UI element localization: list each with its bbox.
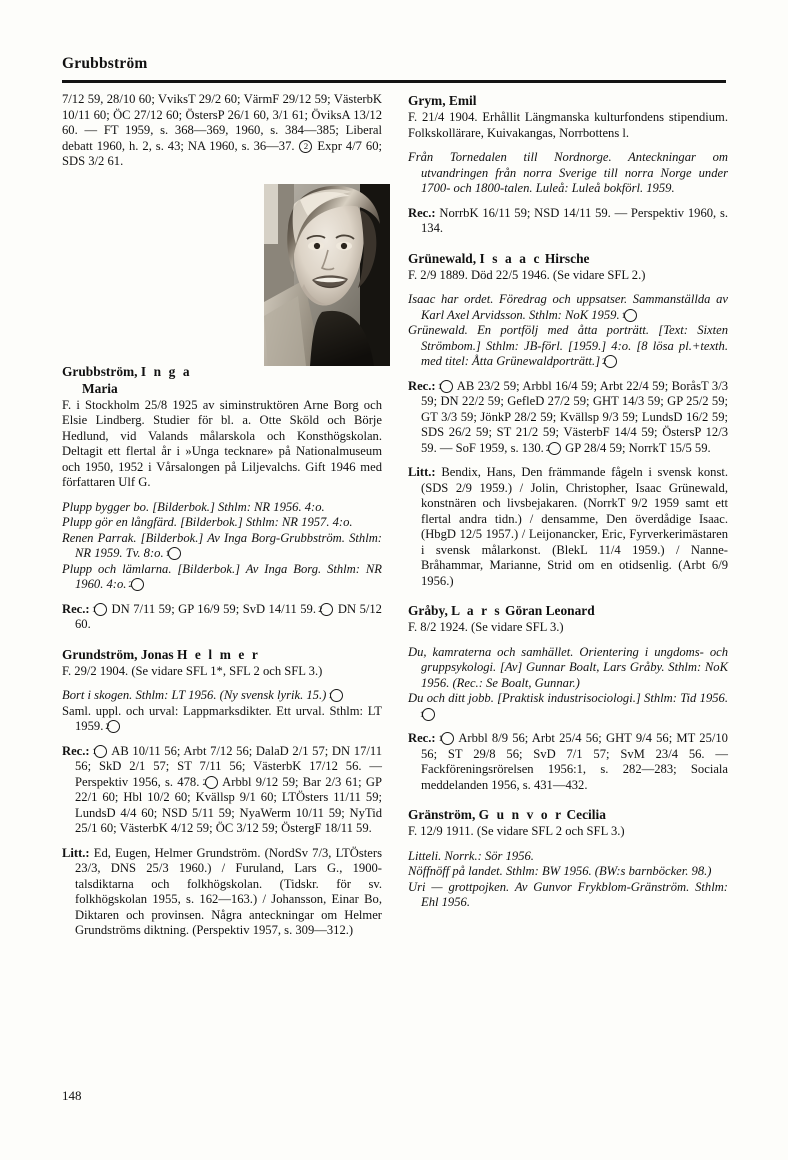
reviews-paragraph [62, 602, 382, 633]
entry-name-spaced: L a r s [451, 603, 502, 618]
entry-name-tail: Cecilia [563, 807, 606, 822]
biography-paragraph: F. 8/2 1924. (Se vidare SFL 3.) [408, 620, 564, 634]
work-title: Du, kamraterna och samhället. Orientering i ungdoms- och gruppsykologi. [Av] Gunnar Boalt, Lars Gråby. Sthlm: NoK 1956. (Rec.: Se Boalt, Gunnar.) [408, 644, 728, 690]
literature-label: Litt.: [408, 465, 436, 479]
work-item [62, 500, 382, 516]
work-item [408, 864, 728, 880]
continued-references: 7/12 59, 28/10 60; VviksT 29/2 60; VärmF 29/12 59; VästerbK 10/11 60; ÖC 27/12 60; ÖstersP 26/1 60, 3/1 61; ÖviksA 13/12 60. — FT 1959, s. 368—369, 1960, s. 384—385; Liberal debatt 1960, h. 2, s. 43; NA 1960, s. 36—37. 2 Expr 4/7 60; SDS 3/2 61. [62, 92, 382, 168]
circled-number-marker: 2 [107, 720, 120, 733]
circled-number-marker: 2 [548, 442, 561, 455]
reviews-paragraph [408, 731, 728, 793]
biography-paragraph: F. 12/9 1911. (Se vidare SFL 2 och SFL 3.) [408, 824, 625, 838]
reviews-text: NorrbK 16/11 59; NSD 14/11 59. — Perspektiv 1960, s. 134. [421, 205, 728, 235]
biography-paragraph: F. 2/9 1889. Död 22/5 1946. (Se vidare SFL 2.) [408, 267, 646, 282]
entry-name: Gråby, [408, 603, 452, 618]
entry-heading-grunewald-isaac [408, 250, 728, 267]
literature-paragraph [408, 465, 728, 589]
literature-text: Bendix, Hans, Den främmande fågeln i svensk konst. (SDS 2/9 1959.) / Jolin, Christopher, Isaac Grünewald, konstnären och livsbejakaren. (NorrkT 9/2 1959 samt ett flertal andra tidn.) / densamme, Den överdådige Isaac. (HbgD 12/5 1957.) / Leijonancker, Eric, Fyrverkerimästaren i svensk målarkonst. (BlekL 11/4 1959.) / Nanne-Bråhammar, Marianne, Strid om en otidsenlig. (Arbt 6/9 1956.) [421, 465, 729, 588]
running-head: Grubbström [62, 55, 148, 72]
work-item [408, 691, 728, 722]
circled-number-marker: 1 [94, 603, 107, 616]
work-title: Renen Parrak. [Bilderbok.] Av Inga Borg-Grubbström. Sthlm: NR 1959. Tv. 8:o. 1 [62, 530, 382, 560]
two-column-body [62, 92, 728, 939]
work-title: Grünewald. En portfölj med åtta porträtt. [Text: Sixten Strömbom.] Sthlm: JB-förl. [1959.] 4:o. [8 lösa pl.+texth. med titel: Åtta Grünewaldporträtt.] 2 [408, 323, 728, 368]
circled-number-marker: 2 [604, 355, 617, 368]
work-title: Plupp bygger bo. [Bilderbok.] Sthlm: NR 1956. 4:o. [62, 499, 325, 514]
reviews-label: Rec.: [408, 378, 436, 393]
right-column [408, 92, 728, 939]
work-title: Plupp och lämlarna. [Bilderbok.] Av Inga Borg. Sthlm: NR 1960. 4:o. 2 [62, 561, 382, 591]
work-item [62, 515, 382, 531]
entry-name-plain: Jonas [140, 646, 177, 662]
work-item [408, 292, 728, 323]
entry-name: Grym, Emil [408, 93, 477, 108]
work-title: Du och ditt jobb. [Praktisk industrisociologi.] Sthlm: Tid 1956. 1 [408, 691, 728, 719]
biography-paragraph: F. 21/4 1904. Erhållit Längmanska kulturfondens stipendium. Folkskollärare, Kuivakangas, Norrbottens l. [408, 110, 728, 140]
work-title: Saml. uppl. och urval: Lappmarksdikter. Ett urval. Sthlm: LT 1959. 2 [62, 703, 382, 733]
entry-heading-grundstrom-helmer [62, 646, 382, 663]
reviews-paragraph [62, 744, 382, 837]
entry-name: Grundström, [62, 646, 141, 662]
reviews-text: 1 AB 10/11 56; Arbt 7/12 56; DalaD 2/1 57; DN 17/11 56; SkD 2/1 57; ST 7/11 56; VästerbK 17/12 56. — Perspektiv 1956, s. 478. 2 Arbbl 9/12 59; Bar 2/3 61; GP 22/1 60; Hbl 10/2 60; Kvällsp 9/1 60; LTÖsters 11/11 59; LundsD 4/4 60; NSD 5/11 59; NyaWerm 10/11 59; NyTid 25/1 60; VästerbK 4/12 59; ÖC 3/12 59; ÖstergF 18/11 59. [75, 743, 383, 835]
work-title: Bort i skogen. Sthlm: LT 1956. (Ny svensk lyrik. 15.) 1 [62, 688, 344, 702]
circled-number-marker: 1 [624, 309, 637, 322]
work-item [408, 150, 728, 197]
work-item [62, 562, 382, 593]
entry-name-spaced: G u n v o r [478, 807, 564, 822]
entry-name-spaced: I s a a c [479, 250, 542, 266]
header-rule [62, 80, 726, 83]
circled-number-marker: 2 [299, 140, 312, 153]
circled-number-marker: 1 [441, 732, 454, 745]
work-item [62, 531, 382, 562]
literature-paragraph [62, 846, 382, 939]
literature-text: Ed, Eugen, Helmer Grundström. (NordSv 7/3, LTÖsters 23/3, DNS 25/3 1960.) / Furuland, Lars G., 1900-talsdiktarna och folkhögskolan. (Tidskr. för sv. folkhögskolan 1955, s. 162—163.) / Johansson, Einar Bo, Diktaren och provinsen. Några anteckningar om Helmer Grundströms diktning. (Perspektiv 1957, s. 309—312.) [75, 845, 382, 937]
work-item [62, 704, 382, 735]
work-title: Litteli. Norrk.: Sör 1956. [408, 848, 534, 863]
reviews-label: Rec.: [62, 743, 90, 758]
work-title: Från Tornedalen till Nordnorge. Anteckningar om utvandringen från norra Sverige till norra Norge under 1700- och 1800-talen. Luleå: Luleå bokförl. 1959. [408, 150, 728, 195]
entry-name-spaced: H e l m e r [176, 646, 260, 662]
work-item [408, 645, 728, 692]
entry-name: Grubbström, [62, 363, 141, 379]
circled-number-marker: 2 [205, 776, 218, 789]
circled-number-marker: 1 [330, 689, 343, 702]
biography-paragraph: F. 29/2 1904. (Se vidare SFL 1*, SFL 2 och SFL 3.) [62, 663, 323, 678]
entry-heading-granstrom-gunvor [408, 806, 728, 823]
entry-name: Gränström, [408, 807, 479, 822]
circled-number-marker: 2 [320, 603, 333, 616]
reviews-paragraph [408, 379, 728, 457]
entry-name-tail: Göran Leonard [501, 603, 595, 618]
literature-label: Litt.: [62, 845, 90, 860]
reviews-label: Rec.: [62, 601, 90, 616]
entry-name-tail: Hirsche [541, 250, 590, 266]
circled-number-marker: 1 [168, 547, 181, 560]
reviews-paragraph [408, 206, 728, 237]
entry-name-spaced: I n g a [140, 363, 192, 379]
work-item [408, 849, 728, 865]
circled-number-marker: 1 [422, 708, 435, 721]
biography-paragraph: F. i Stockholm 25/8 1925 av siminstruktören Arne Borg och Elsie Lindberg. Studier för bl. a. Otte Sköld och Börje Hedlund, vid Valands målarskola och Konsthögskolan. Deltagit ett flertal år i »Unga tecknare» på Nationalmuseum och 1950, 1952 i Vårsalongen på Liljevalchs. Gift 1946 med författaren Ulf G. [62, 397, 382, 489]
reviews-text: 1 Arbbl 8/9 56; Arbt 25/4 56; GHT 9/4 56; MT 25/10 56; ST 29/8 56; SvD 7/1 57; SvM 23/4 56. — Fackföreningsrörelsen 1956:1, s. 282—283; Sociala meddelanden 1956, s. 431—432. [421, 731, 728, 792]
entry-name-line2: Maria [82, 380, 118, 396]
entry-name: Grünewald, [408, 250, 480, 266]
entry-heading-grubbstrom-inga [62, 363, 382, 397]
entry-heading-grym-emil [408, 92, 728, 109]
circled-number-marker: 2 [131, 578, 144, 591]
entry-heading-graby-lars [408, 602, 728, 619]
reviews-text: 1 AB 23/2 59; Arbbl 16/4 59; Arbt 22/4 59; BoråsT 3/3 59; DN 22/2 59; GefleD 27/2 59; GHT 14/3 59; GP 25/2 59; GT 3/3 59; JönkP 28/2 59; Kvällsp 9/3 59; LundsD 16/2 59; SDS 26/2 59; ST 21/2 59; VästerbF 14/4 59; ÖstersP 12/3 59. — SoF 1959, s. 130. 2 GP 28/4 59; NorrkT 15/5 59. [421, 378, 728, 455]
page-number: 148 [62, 1088, 82, 1103]
work-title: Nöffnöff på landet. Sthlm: BW 1956. (BW:s barnböcker. 98.) [408, 864, 712, 878]
reviews-text: 1 DN 7/11 59; GP 16/9 59; SvD 14/11 59. 2 DN 5/12 60. [75, 601, 382, 631]
work-item [62, 688, 382, 704]
work-title: Plupp gör en långfärd. [Bilderbok.] Sthlm: NR 1957. 4:o. [62, 515, 353, 529]
left-column [62, 92, 382, 939]
work-title: Uri — grottpojken. Av Gunvor Frykblom-Gränström. Sthlm: Ehl 1956. [408, 879, 728, 909]
circled-number-marker: 1 [94, 745, 107, 758]
work-item [408, 880, 728, 911]
work-title: Isaac har ordet. Föredrag och uppsatser. Sammanställda av Karl Axel Arvidsson. Sthlm: NoK 1959. 1 [408, 292, 728, 322]
reviews-label: Rec.: [408, 731, 436, 745]
circled-number-marker: 1 [440, 380, 453, 393]
work-item [408, 323, 728, 370]
reviews-label: Rec.: [408, 205, 436, 220]
